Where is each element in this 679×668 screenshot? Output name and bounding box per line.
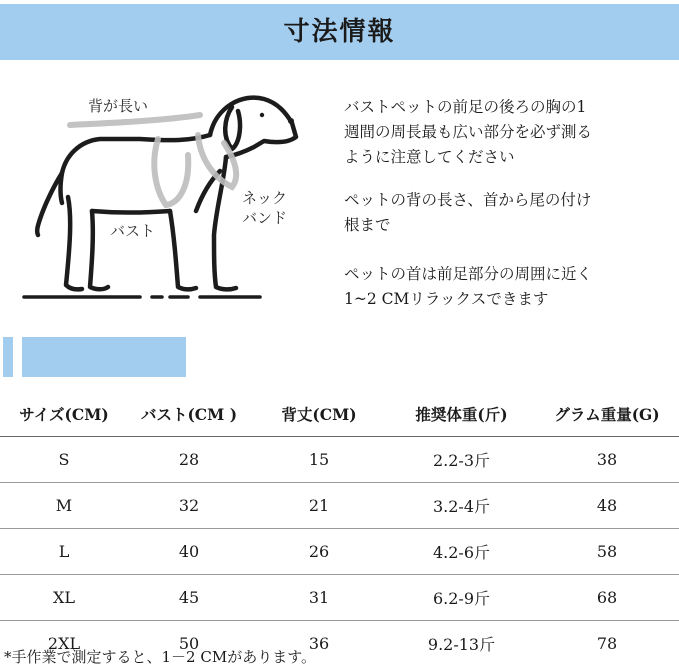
cell-gram: 38 [596, 449, 618, 469]
desc-line: 週間の周長最も広い部分を必ず測る [344, 123, 593, 141]
desc-line: ように注意してください [344, 148, 515, 166]
desc-line: 根まで [344, 216, 391, 234]
cell-back: 26 [308, 541, 330, 561]
header-bust: バスト(CM ) [140, 405, 238, 424]
size-table [0, 392, 679, 666]
dog-illustration [10, 85, 330, 315]
desc-line: バストペットの前足の後ろの胸の1 [344, 98, 587, 116]
table-row [0, 436, 679, 482]
cell-bust: 50 [178, 633, 200, 653]
description-back [344, 188, 664, 238]
cell-back: 31 [308, 587, 330, 607]
page-title: 寸法情報 [283, 17, 396, 47]
cell-back: 21 [308, 495, 330, 515]
table-header-row [0, 392, 679, 436]
cell-back: 36 [308, 633, 330, 653]
accent-square [3, 337, 13, 377]
back-length-label: 背が長い [88, 97, 149, 115]
cell-bust: 45 [178, 587, 200, 607]
description-bust [344, 95, 664, 170]
cell-size: 2XL [47, 633, 81, 653]
cell-weight: 2.2-3斤 [432, 450, 491, 470]
header-size: サイズ(CM) [19, 405, 109, 424]
cell-bust: 28 [178, 449, 200, 469]
header-gram: グラム重量(G) [554, 405, 660, 424]
cell-size: S [58, 449, 70, 469]
header-weight: 推奨体重(斤) [415, 405, 508, 424]
neck-label-line2: バンド [242, 209, 288, 227]
cell-size: M [55, 495, 73, 515]
cell-back: 15 [308, 449, 330, 469]
table-row [0, 574, 679, 620]
cell-gram: 48 [596, 495, 618, 515]
desc-line: 1~2 CMリラックスできます [344, 290, 549, 308]
bust-label: バスト [110, 222, 156, 240]
cell-gram: 58 [596, 541, 618, 561]
description-neck [344, 262, 664, 312]
cell-weight: 4.2-6斤 [432, 542, 491, 562]
desc-line: ペットの首は前足部分の周囲に近く [344, 265, 593, 283]
cell-bust: 40 [178, 541, 200, 561]
cell-size: L [58, 541, 70, 561]
cell-weight: 6.2-9斤 [432, 588, 491, 608]
cell-weight: 9.2-13斤 [427, 634, 496, 654]
cell-bust: 32 [178, 495, 200, 515]
neck-label-line1: ネック [242, 189, 288, 207]
footnote: *手作業で測定すると、1－2 CMがあります。 [4, 648, 316, 666]
table-row [0, 482, 679, 528]
cell-weight: 3.2-4斤 [432, 496, 491, 516]
cell-size: XL [52, 587, 75, 607]
cell-gram: 78 [596, 633, 618, 653]
cell-gram: 68 [596, 587, 618, 607]
desc-line: ペットの背の長さ、首から尾の付け [344, 191, 592, 209]
header-back: 背丈(CM) [281, 405, 357, 424]
table-row [0, 528, 679, 574]
accent-bar [22, 337, 186, 377]
